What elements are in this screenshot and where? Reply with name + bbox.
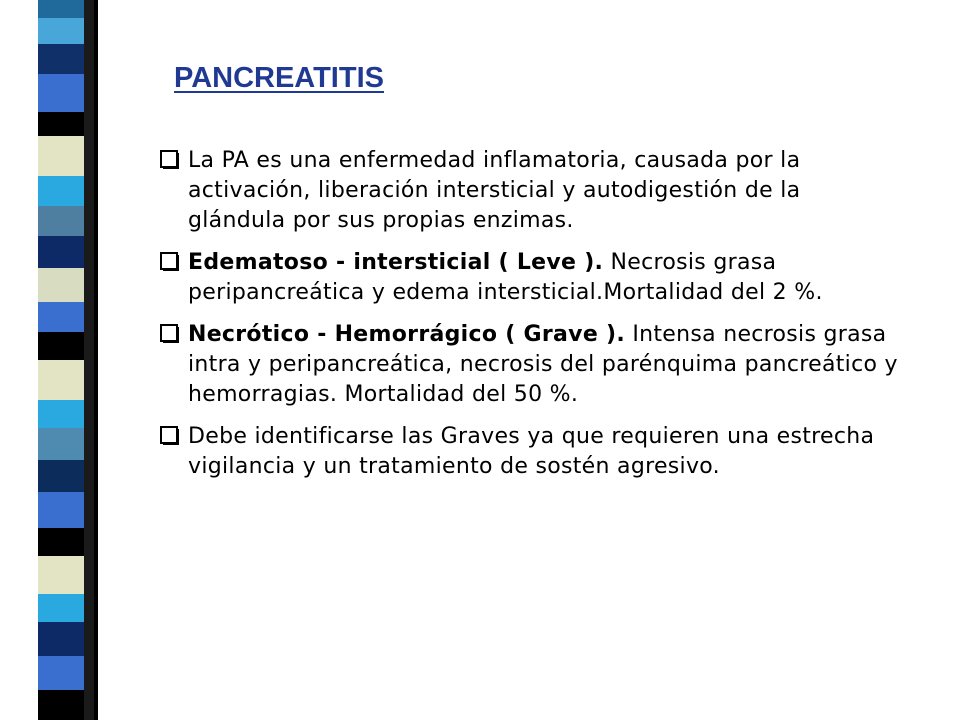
item-text: La PA es una enfermedad inflamatoria, causada por la activación, liberación intersticial y autodigestión de la glándula por sus propias enzimas. [188,148,801,233]
bullet-list [160,146,900,494]
checkbox-bullet-icon [160,426,180,446]
list-item [160,320,900,410]
slide-title: PANCREATITIS [174,62,384,94]
list-item [160,248,900,308]
checkbox-bullet-icon [160,324,180,344]
item-text: Intensa necrosis grasa intra y peripancreática, necrosis del parénquima pancreático y hemorragias. Mortalidad del 50 %. [188,322,898,407]
checkbox-bullet-icon [160,150,180,170]
checkbox-bullet-icon [160,252,180,272]
item-text: Debe identificarse las Graves ya que requieren una estrecha vigilancia y un tratamiento de sostén agresivo. [188,424,875,479]
list-item [160,422,900,482]
item-text: Necrosis grasa peripancreática y edema intersticial.Mortalidad del 2 %. [188,250,823,305]
item-bold-text: Edematoso - intersticial ( Leve ). [188,250,604,275]
decorative-stripe [0,0,110,720]
item-bold-text: Necrótico - Hemorrágico ( Grave ). [188,322,626,347]
list-item [160,146,900,236]
